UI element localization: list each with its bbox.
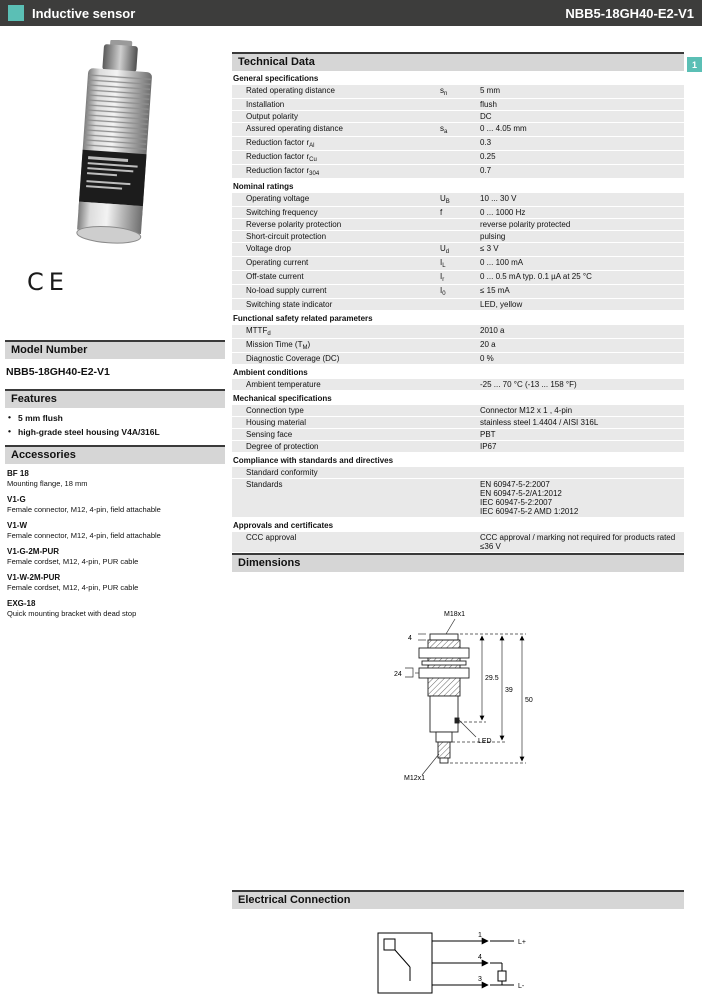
ce-mark: CE bbox=[27, 268, 69, 296]
tech-row-label: Standard conformity bbox=[246, 468, 318, 477]
accessory-desc: Female cordset, M12, 4-pin, PUR cable bbox=[7, 583, 139, 592]
tech-row-value: 10 ... 30 V bbox=[480, 194, 517, 203]
tech-row-symbol: $s_a$ bbox=[440, 124, 448, 135]
accessory-name: V1-W bbox=[7, 521, 27, 530]
tech-row-value: -25 ... 70 °C (-13 ... 158 °F) bbox=[480, 380, 577, 389]
tech-row-symbol: $s_n$ bbox=[440, 86, 448, 97]
features-list bbox=[5, 413, 225, 437]
tech-row bbox=[232, 532, 684, 553]
tech-row-label: Standards bbox=[246, 480, 283, 489]
tech-row bbox=[232, 219, 684, 231]
page-body bbox=[0, 26, 702, 990]
brand-accent-icon bbox=[8, 5, 24, 21]
tech-row-label: Reduction factor $r_{304}$ bbox=[246, 166, 320, 177]
tech-row-value: LED, yellow bbox=[480, 300, 523, 309]
tech-row-label: Reduction factor $r_{Al}$ bbox=[246, 138, 315, 149]
tech-row bbox=[232, 99, 684, 111]
product-photo-illustration bbox=[31, 40, 199, 252]
dim-label-39: 39 bbox=[505, 687, 513, 694]
tech-row-label: Operating voltage bbox=[246, 194, 310, 203]
accessory-name: V1-G-2M-PUR bbox=[7, 547, 60, 556]
tech-row-symbol: $I_0$ bbox=[440, 286, 446, 297]
dim-label-24: 24 bbox=[394, 671, 402, 678]
tech-row-symbol: $I_r$ bbox=[440, 272, 445, 283]
accessory-item bbox=[7, 599, 225, 618]
page-number-badge: 1 bbox=[687, 57, 702, 72]
tech-row-label: Housing material bbox=[246, 418, 307, 427]
document-title: Inductive sensor bbox=[32, 5, 136, 21]
tech-row-value: 2010 a bbox=[480, 326, 505, 335]
accessory-desc: Female connector, M12, 4-pin, field attachable bbox=[7, 531, 161, 540]
washer bbox=[422, 661, 466, 665]
tech-row-label: Installation bbox=[246, 100, 285, 109]
tech-row-label: Ambient temperature bbox=[246, 380, 321, 389]
tech-row bbox=[232, 271, 684, 285]
tech-row-value: 0 % bbox=[480, 354, 494, 363]
tech-row-value: IP67 bbox=[480, 442, 497, 451]
tech-row bbox=[232, 441, 684, 453]
header-model-number: NBB5-18GH40-E2-V1 bbox=[565, 5, 694, 21]
wiring-diagram bbox=[368, 921, 548, 1005]
accessory-desc: Female connector, M12, 4-pin, field attachable bbox=[7, 505, 161, 514]
sensor-body-outline bbox=[430, 696, 458, 732]
tech-row bbox=[232, 417, 684, 429]
dimension-lines bbox=[405, 619, 526, 775]
tech-row-value: Connector M12 x 1 , 4-pin bbox=[480, 406, 573, 415]
pin3-label: 3 bbox=[478, 976, 482, 983]
tech-row-value: 0 ... 1000 Hz bbox=[480, 208, 526, 217]
tech-row-value: DC bbox=[480, 112, 492, 121]
accessory-item bbox=[7, 573, 225, 592]
features-heading: Features bbox=[5, 389, 225, 408]
dim-label-50: 50 bbox=[525, 697, 533, 704]
tech-row-label: Mission Time $(T_M)$ bbox=[246, 340, 311, 351]
tech-section-title: Compliance with standards and directives bbox=[232, 453, 684, 467]
tech-row bbox=[232, 479, 684, 518]
tech-row-label: Reverse polarity protection bbox=[246, 220, 342, 229]
tech-section-title: Nominal ratings bbox=[232, 179, 684, 193]
dim-label-4: 4 bbox=[408, 635, 412, 642]
tech-row-value: CCC approval / marking not required for products rated ≤36 V bbox=[480, 533, 676, 551]
feature-item: • 5 mm flush bbox=[8, 413, 225, 423]
tech-row-label: CCC approval bbox=[246, 533, 297, 542]
tech-row-label: Switching frequency bbox=[246, 208, 318, 217]
connector-tip bbox=[440, 758, 448, 763]
tech-row bbox=[232, 299, 684, 311]
tech-row bbox=[232, 405, 684, 417]
tech-row-value: 0 ... 4.05 mm bbox=[480, 124, 527, 133]
technical-data-table bbox=[232, 71, 684, 553]
tech-row-label: Assured operating distance bbox=[246, 124, 343, 133]
tech-row-value: ≤ 3 V bbox=[480, 244, 499, 253]
tech-row-symbol: $I_L$ bbox=[440, 258, 446, 269]
accessories-list bbox=[5, 464, 225, 618]
pin1-label: 1 bbox=[478, 932, 482, 939]
tech-row-label: Rated operating distance bbox=[246, 86, 335, 95]
electrical-connection-area bbox=[232, 909, 684, 990]
tech-section-title: Ambient conditions bbox=[232, 365, 684, 379]
tech-row bbox=[232, 379, 684, 391]
tech-row-value: ≤ 15 mA bbox=[480, 286, 510, 295]
tech-row-label: Degree of protection bbox=[246, 442, 319, 451]
tech-row-label: Off-state current bbox=[246, 272, 304, 281]
tech-row-value: 20 a bbox=[480, 340, 496, 349]
tech-row bbox=[232, 165, 684, 179]
tech-row-value: pulsing bbox=[480, 232, 506, 241]
technical-data-heading: Technical Data bbox=[232, 52, 684, 71]
accessory-desc: Mounting flange, 18 mm bbox=[7, 479, 88, 488]
tech-row bbox=[232, 353, 684, 365]
led-indicator bbox=[455, 718, 459, 723]
hex-nut-1 bbox=[419, 648, 469, 658]
tech-row-value: 0.3 bbox=[480, 138, 492, 147]
tech-row-value: reverse polarity protected bbox=[480, 220, 571, 229]
dimension-drawing-area bbox=[232, 572, 684, 890]
accessory-name: BF 18 bbox=[7, 469, 29, 478]
tech-row-value: 0.25 bbox=[480, 152, 496, 161]
accessory-desc: Quick mounting bracket with dead stop bbox=[7, 609, 137, 618]
tech-row-value: flush bbox=[480, 100, 497, 109]
sensor-symbol-box bbox=[378, 933, 432, 993]
model-number-heading: Model Number bbox=[5, 340, 225, 359]
tech-row bbox=[232, 429, 684, 441]
lplus-label: L+ bbox=[518, 939, 526, 946]
tech-row-value: 0.7 bbox=[480, 166, 492, 175]
tech-row-label: Sensing face bbox=[246, 430, 293, 439]
tech-row-value: 0 ... 100 mA bbox=[480, 258, 524, 267]
sensor-symbol bbox=[384, 939, 395, 950]
tech-row-value: PBT bbox=[480, 430, 496, 439]
accessory-item bbox=[7, 521, 225, 540]
tech-row-label: Diagnostic Coverage (DC) bbox=[246, 354, 340, 363]
tech-row bbox=[232, 123, 684, 137]
connector-neck bbox=[436, 732, 452, 742]
tech-row-label: No-load supply current bbox=[246, 286, 327, 295]
dimension-drawing bbox=[358, 606, 558, 856]
tech-row-symbol: $U_B$ bbox=[440, 194, 450, 205]
dim-label-29-5: 29.5 bbox=[485, 675, 499, 682]
tech-row bbox=[232, 85, 684, 99]
tech-row-value: 5 mm bbox=[480, 86, 500, 95]
tech-row bbox=[232, 231, 684, 243]
tech-row bbox=[232, 285, 684, 299]
accessories-heading: Accessories bbox=[5, 445, 225, 464]
lminus-label: L- bbox=[518, 983, 525, 990]
m12-thread bbox=[438, 742, 450, 758]
tech-section-title: Functional safety related parameters bbox=[232, 311, 684, 325]
tech-row-label: Connection type bbox=[246, 406, 304, 415]
feature-item: • high-grade steel housing V4A/316L bbox=[8, 427, 225, 437]
tech-row-label: Output polarity bbox=[246, 112, 299, 121]
accessory-item bbox=[7, 469, 225, 488]
tech-row-value: stainless steel 1.4404 / AISI 316L bbox=[480, 418, 599, 427]
dimensions-heading: Dimensions bbox=[232, 553, 684, 572]
accessory-name: V1-W-2M-PUR bbox=[7, 573, 61, 582]
tech-section-title: Mechanical specifications bbox=[232, 391, 684, 405]
pin4-label: 4 bbox=[478, 954, 482, 961]
tech-row bbox=[232, 325, 684, 339]
accessory-name: EXG-18 bbox=[7, 599, 36, 608]
tech-row bbox=[232, 257, 684, 271]
tech-row-label: Voltage drop bbox=[246, 244, 291, 253]
tech-row-symbol: $U_d$ bbox=[440, 244, 450, 255]
dim-label-led: LED bbox=[478, 738, 492, 745]
right-column bbox=[228, 26, 702, 990]
tech-row-label: Reduction factor $r_{Cu}$ bbox=[246, 152, 317, 163]
tech-row bbox=[232, 137, 684, 151]
connector-plug bbox=[102, 44, 138, 72]
accessory-desc: Female cordset, M12, 4-pin, PUR cable bbox=[7, 557, 139, 566]
thread-texture bbox=[84, 72, 151, 152]
load-symbol bbox=[498, 971, 506, 981]
tech-row-value: EN 60947-5-2:2007 EN 60947-5-2/A1:2012 IEC 60947-5-2:2007 IEC 60947-5-2 AMD 1:2012 bbox=[480, 480, 579, 516]
accessory-name: V1-G bbox=[7, 495, 26, 504]
top-header-bar bbox=[0, 0, 702, 26]
tech-row-label: Short-circuit protection bbox=[246, 232, 327, 241]
tech-row-label: $MTTF_d$ bbox=[246, 326, 271, 337]
tech-section-title: Approvals and certificates bbox=[232, 518, 684, 532]
tech-section-title: General specifications bbox=[232, 71, 684, 85]
sensing-face-outline bbox=[430, 634, 458, 640]
left-column bbox=[0, 26, 228, 987]
tech-row bbox=[232, 151, 684, 165]
tech-row-symbol: f bbox=[440, 208, 443, 217]
tech-row bbox=[232, 243, 684, 257]
tech-row bbox=[232, 111, 684, 123]
tech-row-label: Switching state indicator bbox=[246, 300, 333, 309]
dim-label-m18: M18x1 bbox=[444, 611, 466, 618]
tech-row bbox=[232, 467, 684, 479]
hex-nut-2 bbox=[419, 668, 469, 678]
dim-label-m12: M12x1 bbox=[404, 775, 426, 782]
tech-row-label: Operating current bbox=[246, 258, 309, 267]
tech-row bbox=[232, 193, 684, 207]
tech-row bbox=[232, 339, 684, 353]
accessory-item bbox=[7, 495, 225, 514]
tech-row-value: 0 ... 0.5 mA typ. 0.1 µA at 25 °C bbox=[480, 272, 592, 281]
tech-row bbox=[232, 207, 684, 219]
electrical-connection-heading: Electrical Connection bbox=[232, 890, 684, 909]
product-photo bbox=[31, 40, 199, 252]
model-number-value: NBB5-18GH40-E2-V1 bbox=[6, 366, 110, 378]
accessory-item bbox=[7, 547, 225, 566]
